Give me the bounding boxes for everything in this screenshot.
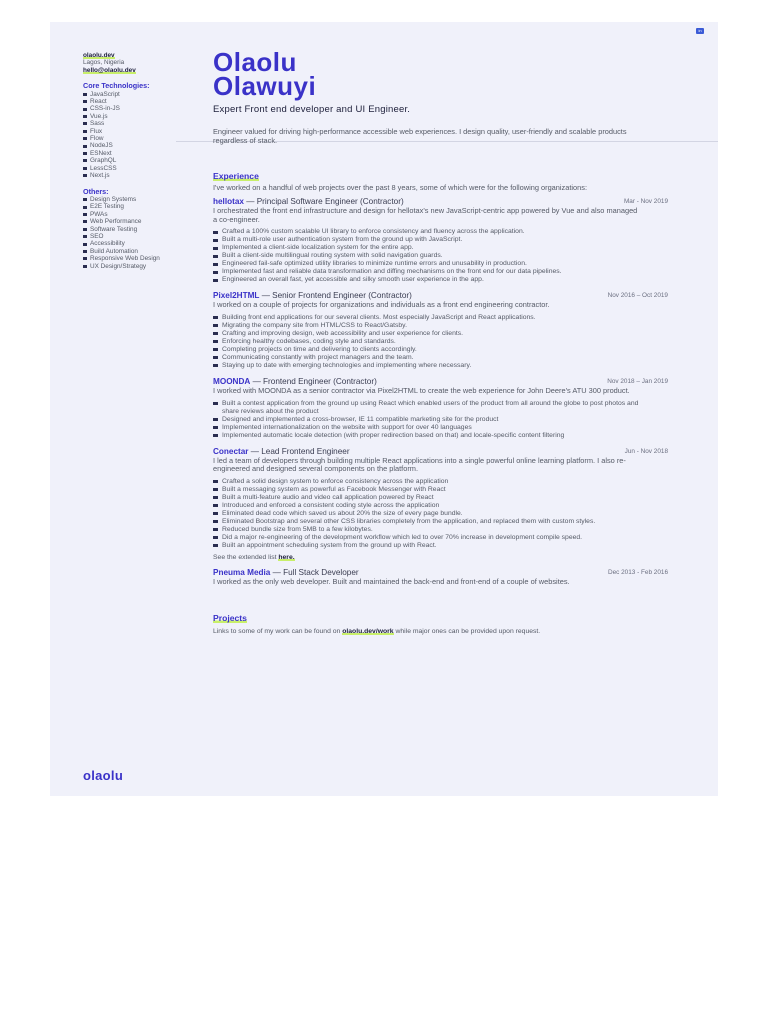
other-skill-item: Web Performance [83, 218, 203, 225]
experience-list [213, 196, 673, 586]
core-technology-item: LessCSS [83, 165, 203, 172]
extended-list-text: See the extended list [213, 553, 279, 561]
core-technology-item: Flux [83, 128, 203, 135]
job-role: — Senior Frontend Engineer (Contractor) [259, 291, 412, 301]
job-company: Conectar [213, 446, 249, 456]
first-name: Olaolu [213, 47, 297, 77]
job-description: I worked with MOONDA as a senior contractor via Pixel2HTML to create the web experience for John Deere's ATU 300 product. [213, 385, 630, 395]
job-bullets [213, 478, 643, 550]
job-bullet: Crafting and improving design, web accessibility and user experience for clients. [213, 330, 643, 338]
core-technology-item: Vue.js [83, 113, 203, 120]
job-entry [213, 196, 673, 284]
job-bullet: Built a multi-feature audio and video call application powered by React [213, 494, 643, 502]
job-bullet: Built a multi-role user authentication system from the ground up with JavaScript. [213, 236, 643, 244]
job-date: Dec 2013 - Feb 2016 [607, 568, 668, 576]
other-skill-item: PWAs [83, 211, 203, 218]
job-description: I led a team of developers through building multiple React applications into a single powerful online learning platform. I also re-engineered and designed several components on the platform. [213, 455, 626, 474]
job-role: — Full Stack Developer [270, 567, 359, 577]
projects-text [213, 628, 643, 636]
job-bullet: Engineered fail-safe optimized utility libraries to minimize runtime errors and unusability in production. [213, 260, 643, 268]
job-header [213, 196, 668, 207]
job-bullet: Reduced bundle size from 5MB to a few kilobytes. [213, 526, 643, 534]
extended-list-line [213, 554, 673, 561]
job-bullet: Completing projects on time and delivering to clients accordingly. [213, 346, 643, 354]
job-company: hellotax [213, 197, 244, 207]
job-bullet: Implemented internationalization on the website with support for over 40 languages [213, 424, 643, 432]
job-date: Nov 2018 – Jan 2019 [607, 377, 668, 385]
projects-link[interactable]: olaolu.dev/work [342, 628, 394, 636]
job-bullet: Introduced and enforced a consistent coding style across the application [213, 502, 643, 510]
tagline: Expert Front end developer and UI Engineer. [213, 104, 411, 115]
website-link[interactable]: olaolu.dev [83, 52, 115, 59]
other-skill-item: E2E Testing [83, 203, 203, 210]
job-description: I orchestrated the front end infrastructure and design for hellotax's new JavaScript-centric app powered by Vue and also managed a co-engineer. [213, 206, 638, 224]
job-bullets [213, 400, 643, 440]
job-date: Mar - Nov 2019 [623, 198, 668, 206]
job-role: — Frontend Engineer (Contractor) [250, 376, 377, 386]
job-bullet: Building front end applications for our several clients. Most especially JavaScript and React applications. [213, 314, 643, 322]
job-role: — Principal Software Engineer (Contractor) [243, 197, 404, 207]
job-bullet: Built a messaging system as powerful as Facebook Messenger with React [213, 486, 643, 494]
linkedin-icon[interactable]: in [696, 28, 704, 34]
experience-intro: I've worked on a handful of web projects over the past 8 years, some of which were for the following organizations: [213, 182, 588, 192]
full-name [213, 47, 673, 101]
projects-text-before: Links to some of my work can be found on [213, 628, 343, 636]
job-bullet: Migrating the company site from HTML/CSS to React/Gatsby. [213, 322, 643, 330]
job-bullets [213, 228, 643, 284]
core-technology-item: JavaScript [83, 91, 203, 98]
job-header [213, 446, 668, 457]
email-link[interactable]: hello@olaolu.dev [83, 66, 136, 74]
job-entry [213, 567, 673, 587]
job-entry [213, 446, 673, 561]
job-bullet: Implemented automatic locale detection (with proper redirection based on that) and locale-specific content filtering [213, 432, 643, 440]
job-bullet: Implemented fast and reliable data transformation and diffing mechanisms on the front end for our data pipelines. [213, 268, 643, 276]
job-bullet: Implemented a client-side localization system for the entire app. [213, 244, 643, 252]
last-name: Olawuyi [213, 71, 317, 101]
job-bullet: Built a contest application from the ground up using React which enabled users of the product from all around the globe to post photos and share reviews about the product [213, 400, 643, 416]
core-technology-item: Flow [83, 135, 203, 142]
others-list [83, 196, 203, 270]
summary: Engineer valued for driving high-performance accessible web experiences. I design quality, user-friendly and scalable products regardless of stack. [213, 127, 627, 145]
job-description: I worked as the only web developer. Built and maintained the back-end and front-end of a couple of websites. [213, 576, 570, 586]
job-bullet: Built a client-side multilingual routing system with solid navigation guards. [213, 252, 643, 260]
job-bullet: Crafted a solid design system to enforce consistency across the application [213, 478, 643, 486]
job-date: Jun - Nov 2018 [624, 447, 668, 455]
job-description: I worked on a couple of projects for organizations and individuals as a front end engineering contractor. [213, 300, 550, 310]
extended-list-link[interactable]: here. [278, 553, 295, 561]
job-bullet: Did a major re-engineering of the development workflow which led to over 70% increase in development compile speed. [213, 534, 643, 542]
job-entry [213, 376, 673, 440]
projects-text-after: while major ones can be provided upon request. [393, 628, 541, 636]
job-bullet: Communicating constantly with project managers and the team. [213, 354, 643, 362]
core-technology-item: Next.js [83, 172, 203, 179]
job-role: — Lead Frontend Engineer [248, 446, 350, 456]
other-skill-item: Responsive Web Design [83, 255, 203, 262]
core-technology-item: Sass [83, 120, 203, 127]
job-entry [213, 290, 673, 370]
experience-heading: Experience [213, 170, 259, 181]
job-company: MOONDA [213, 376, 251, 386]
job-company: Pneuma Media [213, 567, 271, 577]
job-bullet: Built an appointment scheduling system from the ground up with React. [213, 542, 643, 550]
others-heading: Others: [83, 186, 109, 196]
job-bullet: Crafted a 100% custom scalable UI library to enforce consistency and fluency across the application. [213, 228, 643, 236]
job-bullet: Engineered an overall fast, yet accessible and silky smooth user experience in the app. [213, 276, 643, 284]
core-technologies-list [83, 91, 203, 180]
core-technology-item: React [83, 98, 203, 105]
core-technology-item: GraphQL [83, 157, 203, 164]
core-technologies-heading: Core Technologies: [83, 81, 150, 91]
other-skill-item: Design Systems [83, 196, 203, 203]
job-bullet: Eliminated Bootstrap and several other CSS libraries completely from the application, and replaced them with custom styles. [213, 518, 643, 526]
core-technology-item: CSS-in-JS [83, 105, 203, 112]
job-company: Pixel2HTML [213, 291, 260, 301]
other-skill-item: Build Automation [83, 248, 203, 255]
job-bullet: Enforcing healthy codebases, coding style and standards. [213, 338, 643, 346]
other-skill-item: UX Design/Strategy [83, 263, 203, 270]
other-skill-item: Software Testing [83, 226, 203, 233]
job-bullet: Staying up to date with emerging technologies and implementing where necessary. [213, 362, 643, 370]
main-content [213, 47, 673, 636]
projects-heading: Projects [213, 613, 247, 624]
core-technology-item: ESNext [83, 150, 203, 157]
resume-page [50, 22, 718, 796]
sidebar [83, 52, 203, 270]
other-skill-item: Accessibility [83, 240, 203, 247]
job-header [213, 567, 668, 578]
job-header [213, 376, 668, 387]
location: Lagos, Nigeria [83, 59, 125, 67]
job-bullet: Eliminated dead code which saved us about 20% the size of every page bundle. [213, 510, 643, 518]
job-date: Nov 2016 – Oct 2019 [607, 292, 668, 300]
core-technology-item: NodeJS [83, 142, 203, 149]
job-bullets [213, 314, 643, 370]
job-header [213, 290, 668, 301]
other-skill-item: SEO [83, 233, 203, 240]
job-bullet: Designed and implemented a cross-browser, IE 11 compatible marketing site for the product [213, 416, 643, 424]
logo: olaolu [83, 768, 124, 783]
